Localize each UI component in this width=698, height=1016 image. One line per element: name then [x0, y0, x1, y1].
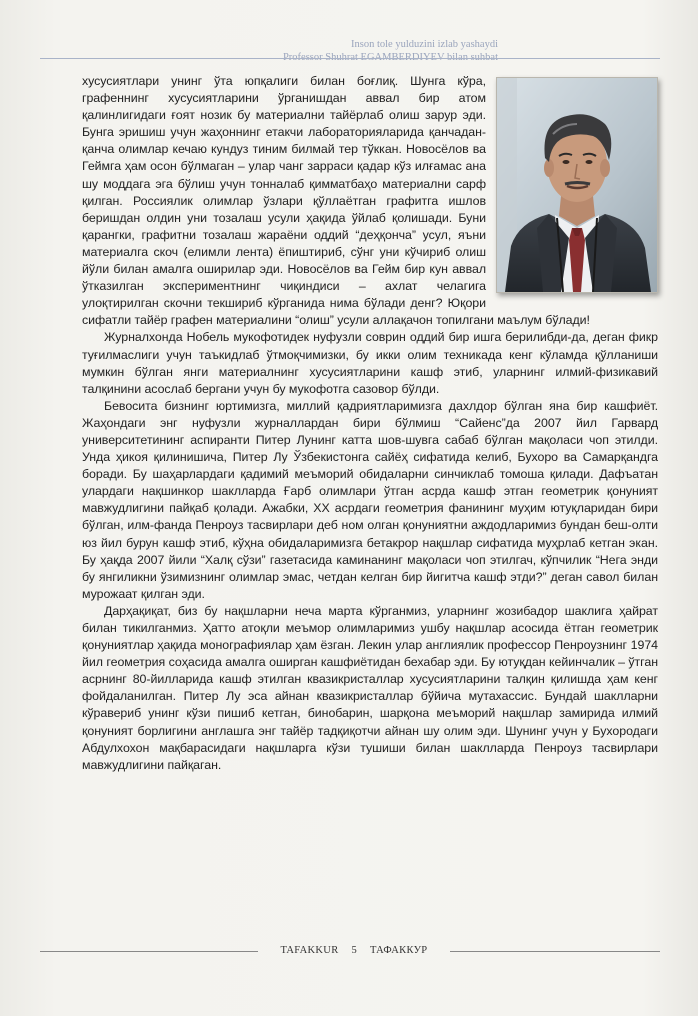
portrait-photo: [496, 77, 658, 293]
paragraph-1: хусусиятлари унинг ўта юпқалиги билан боғлиқ. Шунга кўра, графеннинг хусусиятларини ўрганишдан аввал бир атом қалинлигидаги ғоят нозик бу материални тайёрлаб олиш зарур эди. Бунга эришиш учун жаҳоннинг етакчи лабораторияларида қанчадан-қанча олимлар кечаю кундуз тиним билмай тер тўккан. Новосёлов ва Геймга ҳам осон бўлмаган – улар чанг зарраси қадар кўз илғамас ана шу моддага эга бўлиш учун тонналаб қимматбаҳо материални сарф қилган. Россиялик олимлар ўзлари қўллаётган графитга ишлов беришдан олдин уни тозалаш усули ҳақида ўйлаб қолишади. Буни қарангки, графитни тозалаш жараёни оддий “деҳқонча” усул, яъни материалга скоч (елимли лента) ёпиштириб, сўнг уни кўчириб олиш йўли билан амалга оширилар эди. Новосёлов ва Гейм бир кун аввал ўтказилган экспериментнинг чиқиндиси – ахлат челагига улоқтирилган скочни текшириб кўрганида нима бўлади денг? Юқори сифатли тайёр графен материалини “олиш” усули аллақачон топилгани маълум бўлади!: [82, 74, 590, 328]
footer-rule-left: [40, 951, 258, 952]
footer-magazine-cyrillic: ТАФАККУР: [369, 945, 428, 956]
header-rule: [40, 58, 660, 59]
portrait-photo-icon: [497, 78, 657, 292]
paragraph-2: Журналхонда Нобель мукофотидек нуфузли соврин оддий бир ишга берилибди-да, деган фикр туғилмаслиги учун таъкидлаб ўтмоқчимизки, бу икки олим техникада кенг кўламда қўлланиши мумкин бўлган янги материалнинг хусусиятларини кашф этиб, уларнинг илмий-физикавий талқинини асослаб бергани учун бу мукофотга сазовор бўлди.: [82, 330, 658, 396]
page-footer: [40, 944, 660, 958]
page-number: 5: [351, 945, 357, 956]
footer-magazine-latin: TAFAKKUR: [280, 945, 339, 956]
running-head: [40, 38, 658, 64]
paragraph-3: Бевосита бизнинг юртимизга, миллий қадриятларимизга дахлдор бўлган яна бир кашфиёт. Жаҳондаги энг нуфузли журналлардан бири бўлмиш “Сайенс”да 2007 йил Гарвард университетининг аспиранти Питер Лунинг катта шов-шувга сабаб бўлган мақоласи чоп этилди. Унда ҳикоя қилинишича, Питер Лу Ўзбекистонга сайёҳ сифатида келиб, Бухоро ва Самарқандга боради. Бу шаҳарлардаги қадимий меъморий обидаларни синчиклаб томоша қилади. Дафъатан улардаги нақшинкор шаклларда Ғарб олимлари ўтган асрда кашф этган геометрик қонуният мавжудлигини пайқаб қолади. Ажабки, ХХ асрдаги геометрия фанининг муҳим ютуқларидан бири бўлган, илм-фанда Пенроуз тасвирлари деб ном олган қонуниятни аждодларимиз бундан беш-олти юз йил бурун кашф этиб, кўҳна обидаларимизга бетакрор нақшлар сифатида муҳрлаб кетган экан. Бу ҳақда 2007 йили “Халқ сўзи” газетасида каминанинг мақоласи чоп этилгач, кўпчилик “Нега энди бу янгиликни ўзимизнинг олимлар эмас, четдан келган бир йигитча кашф этди?” деган савол билан мурожаат қилган эди.: [82, 398, 658, 601]
running-head-title: Inson tole yulduzini izlab yashaydi: [351, 39, 498, 50]
footer-label: [258, 944, 450, 958]
footer-rule-right: [450, 951, 660, 952]
article-body: [82, 73, 658, 774]
paragraph-4: Дарҳақиқат, биз бу нақшларни неча марта кўрганмиз, уларнинг жозибадор шаклига ҳайрат билан тикилганмиз. Ҳатто атоқли меъмор олимларимиз ушбу нақшлар асосида ётган геометрик қонуниятлар ҳақида монографиялар ҳам ёзган. Лекин улар англиялик профессор Пенроузнинг 1974 йил геометрия соҳасида амалга оширган кашфиётидан бехабар эди. Бу ютуқдан кейинчалик – ўтган асрнинг 80-йилларида кашф этилган квазикристаллар хусусиятларини талқин қилишда ҳам кенг фойдаланилган. Питер Лу эса айнан квазикристаллар бўйича мутахассис. Бундай шаклларни кўравериб унинг кўзи пишиб кетган, бинобарин, шарқона меъморий нақшлар замирида илмий қонуният борлигини англашга энг тайёр тадқиқотчи айнан шу олим эди. Шунинг учун у Бухородаги Абдулхохон мақбарасидаги нақшларга кўзи тушиши билан шаклларда Пенроуз тасвирлари мавжудлигини пайқаган.: [82, 603, 658, 772]
